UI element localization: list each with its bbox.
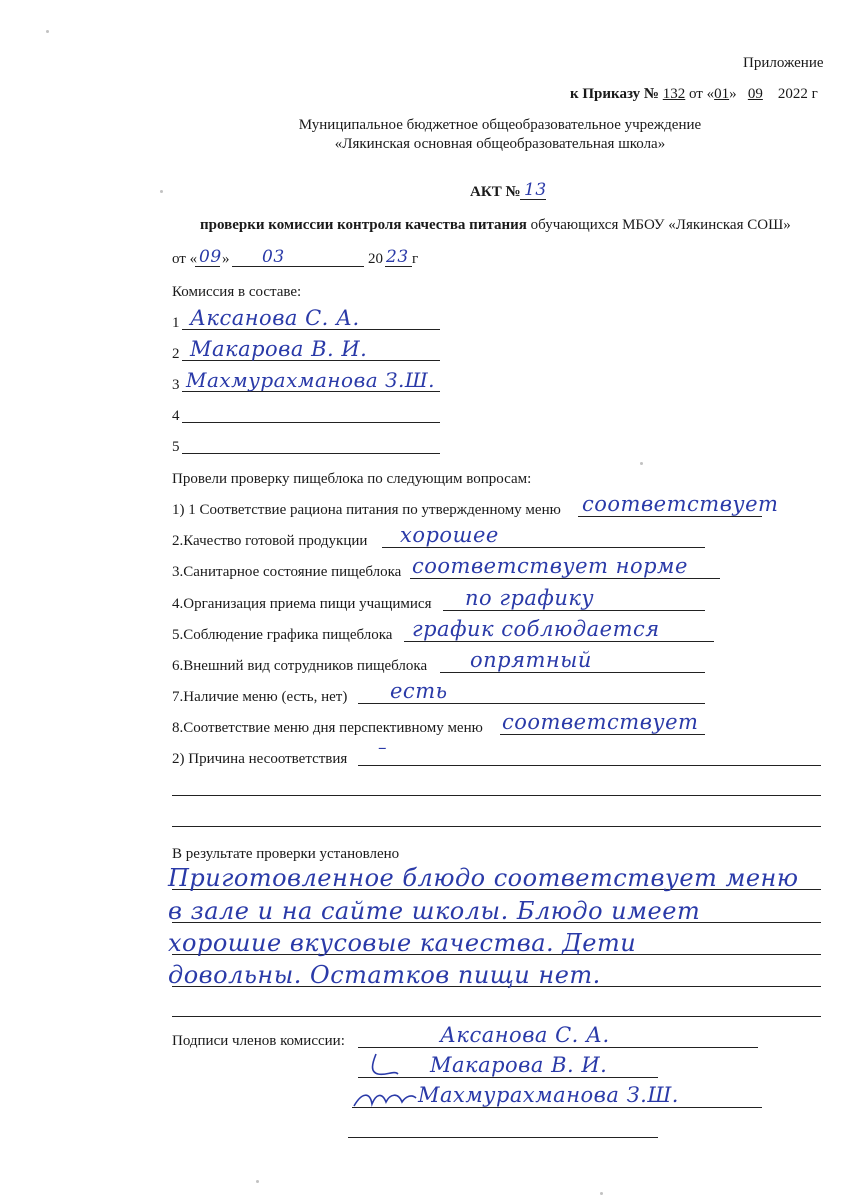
date-year-line bbox=[385, 266, 412, 267]
act-subtitle-bold: проверки комиссии контроля качества питания bbox=[200, 217, 527, 233]
date-prefix: от « bbox=[172, 251, 198, 267]
order-reference bbox=[570, 85, 818, 103]
signature-1: Аксанова С. А. bbox=[440, 1023, 610, 1047]
scan-speck bbox=[640, 462, 643, 465]
act-title bbox=[470, 183, 521, 201]
check-item-7-line bbox=[358, 703, 705, 704]
check-item-3-answer: соответствует норме bbox=[412, 554, 688, 578]
check-item-5-label: 5.Соблюдение графика пищеблока bbox=[172, 627, 393, 643]
result-text-1: Приготовленное блюдо соответствует меню bbox=[168, 864, 799, 892]
date-year-prefix: 20 bbox=[368, 251, 383, 267]
check-item-2-label: 2.Качество готовой продукции bbox=[172, 533, 368, 549]
mismatch-line-3 bbox=[172, 826, 821, 827]
date-year: 23 bbox=[386, 247, 409, 267]
date-day-line bbox=[195, 266, 220, 267]
result-line-5 bbox=[172, 1016, 821, 1017]
order-from: от « bbox=[689, 86, 715, 102]
check-item-2-answer: хорошее bbox=[400, 523, 499, 547]
member-5-line bbox=[182, 453, 440, 454]
signature-scribble-2 bbox=[368, 1050, 402, 1080]
member-1-name: Аксанова С. А. bbox=[190, 306, 360, 330]
member-2-number: 2 bbox=[172, 346, 180, 362]
member-4-line bbox=[182, 422, 440, 423]
check-item-6-answer: опрятный bbox=[470, 648, 592, 672]
signature-scribble-3 bbox=[352, 1086, 418, 1112]
check-item-4-label: 4.Организация приема пищи учащимися bbox=[172, 596, 432, 612]
check-item-6-label: 6.Внешний вид сотрудников пищеблока bbox=[172, 658, 428, 674]
scan-speck bbox=[46, 30, 49, 33]
signature-line-2 bbox=[358, 1077, 658, 1078]
date-mid: » bbox=[222, 251, 230, 267]
check-item-1-label: 1) 1 Соответствие рациона питания по утвержденному меню bbox=[172, 502, 561, 518]
signature-2: Макарова В. И. bbox=[430, 1053, 608, 1077]
appendix-label: Приложение bbox=[743, 55, 824, 71]
order-close: » bbox=[729, 86, 737, 102]
signatures-label: Подписи членов комиссии: bbox=[172, 1033, 345, 1049]
institution-line-2: «Лякинская основная общеобразовательная школа» bbox=[334, 136, 666, 152]
check-item-5-line bbox=[404, 641, 714, 642]
member-2-name: Макарова В. И. bbox=[190, 337, 368, 361]
commission-label: Комиссия в составе: bbox=[172, 284, 302, 300]
member-3-name: Махмурахманова З.Ш. bbox=[186, 368, 436, 392]
check-item-3-line bbox=[410, 578, 720, 579]
mismatch-line-2 bbox=[172, 795, 821, 796]
act-subtitle-rest: обучающихся МБОУ «Лякинская СОШ» bbox=[526, 217, 791, 233]
check-item-1-answer: соответствует bbox=[582, 492, 779, 516]
check-item-8-answer: соответствует bbox=[502, 710, 699, 734]
check-intro: Провели проверку пищеблока по следующим вопросам: bbox=[172, 471, 532, 487]
check-item-1-line bbox=[578, 516, 762, 517]
check-item-5-answer: график соблюдается bbox=[412, 617, 660, 641]
member-5-number: 5 bbox=[172, 439, 180, 455]
institution-line-1: Муниципальное бюджетное общеобразовательное учреждение bbox=[298, 117, 702, 133]
order-prefix: к Приказу № bbox=[570, 86, 659, 102]
check-item-7-answer: есть bbox=[390, 679, 448, 703]
check-item-4-answer: по графику bbox=[465, 586, 595, 610]
scan-speck bbox=[256, 1180, 259, 1183]
scan-speck bbox=[160, 190, 163, 193]
order-year: 2022 г bbox=[777, 86, 818, 102]
mismatch-label: 2) Причина несоответствия bbox=[172, 751, 348, 767]
act-number: 13 bbox=[524, 180, 547, 200]
member-4-number: 4 bbox=[172, 408, 180, 424]
check-item-3-label: 3.Санитарное состояние пищеблока bbox=[172, 564, 402, 580]
date-month: 03 bbox=[262, 247, 285, 267]
result-text-2: в зале и на сайте школы. Блюдо имеет bbox=[168, 897, 701, 925]
date-year-suffix: г bbox=[412, 251, 419, 267]
act-subtitle bbox=[200, 216, 791, 234]
check-item-4-line bbox=[443, 610, 705, 611]
act-title-prefix: АКТ № bbox=[470, 184, 521, 200]
result-text-4: довольны. Остатков пищи нет. bbox=[168, 961, 601, 989]
member-1-number: 1 bbox=[172, 315, 180, 331]
signature-line-4 bbox=[348, 1137, 658, 1138]
check-item-2-line bbox=[382, 547, 705, 548]
act-number-line bbox=[520, 199, 546, 200]
date-day: 09 bbox=[199, 247, 222, 267]
check-item-6-line bbox=[440, 672, 705, 673]
check-item-8-line bbox=[500, 734, 705, 735]
order-month: 09 bbox=[747, 86, 763, 102]
check-item-8-label: 8.Соответствие меню дня перспективному меню bbox=[172, 720, 483, 736]
order-number: 132 bbox=[662, 86, 686, 102]
check-item-7-label: 7.Наличие меню (есть, нет) bbox=[172, 689, 348, 705]
result-text-3: хорошие вкусовые качества. Дети bbox=[168, 929, 637, 957]
result-label: В результате проверки установлено bbox=[172, 846, 400, 862]
signature-3: Махмурахманова З.Ш. bbox=[418, 1083, 679, 1107]
signature-line-1 bbox=[358, 1047, 758, 1048]
mismatch-answer: – bbox=[378, 738, 387, 758]
mismatch-line-1 bbox=[358, 765, 821, 766]
member-3-number: 3 bbox=[172, 377, 180, 393]
date-month-line bbox=[232, 266, 364, 267]
order-day: 01 bbox=[714, 86, 730, 102]
scan-speck bbox=[600, 1192, 603, 1195]
